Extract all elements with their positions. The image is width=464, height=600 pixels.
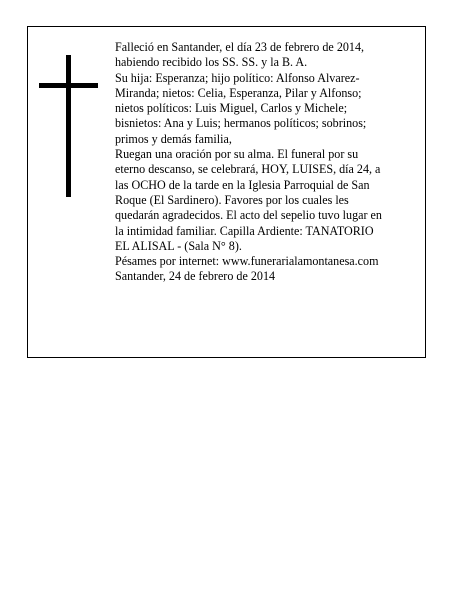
- text-line: quedarán agradecidos. El acto del sepelio tuvo lugar en: [115, 208, 382, 223]
- obituary-notice: [27, 26, 426, 358]
- text-line: Falleció en Santander, el día 23 de febrero de 2014,: [115, 40, 365, 54]
- text-line: Roque (El Sardinero). Favores por los cuales les: [115, 192, 349, 207]
- text-line: Ruegan una oración por su alma. El funeral por su: [115, 147, 359, 162]
- text-line: Miranda; nietos: Celia, Esperanza, Pilar y Alfonso;: [115, 85, 362, 100]
- text-line: las OCHO de la tarde en la Iglesia Parroquial de San: [115, 177, 370, 192]
- cross-vertical-bar: [66, 55, 71, 197]
- obituary-text: [115, 40, 420, 285]
- text-line: Santander, 24 de febrero de 2014: [115, 269, 276, 284]
- text-line: eterno descanso, se celebrará, HOY, LUISES, día 24, a: [115, 162, 381, 177]
- cross-horizontal-bar: [39, 83, 98, 88]
- text-line: EL ALISAL - (Sala N° 8).: [115, 238, 242, 253]
- text-line: Pésames por internet: www.funerarialamontanesa.com: [115, 254, 379, 269]
- text-line: bisnietos: Ana y Luis; hermanos políticos; sobrinos;: [115, 116, 367, 131]
- text-line: Su hija: Esperanza; hijo político: Alfonso Alvarez-: [115, 70, 360, 85]
- text-line: habiendo recibido los SS. SS. y la B. A.: [115, 55, 308, 70]
- text-line: primos y demás familia,: [115, 131, 232, 146]
- text-line: nietos políticos: Luis Miguel, Carlos y Michele;: [115, 101, 348, 116]
- text-line: la intimidad familiar. Capilla Ardiente: TANATORIO: [115, 223, 374, 238]
